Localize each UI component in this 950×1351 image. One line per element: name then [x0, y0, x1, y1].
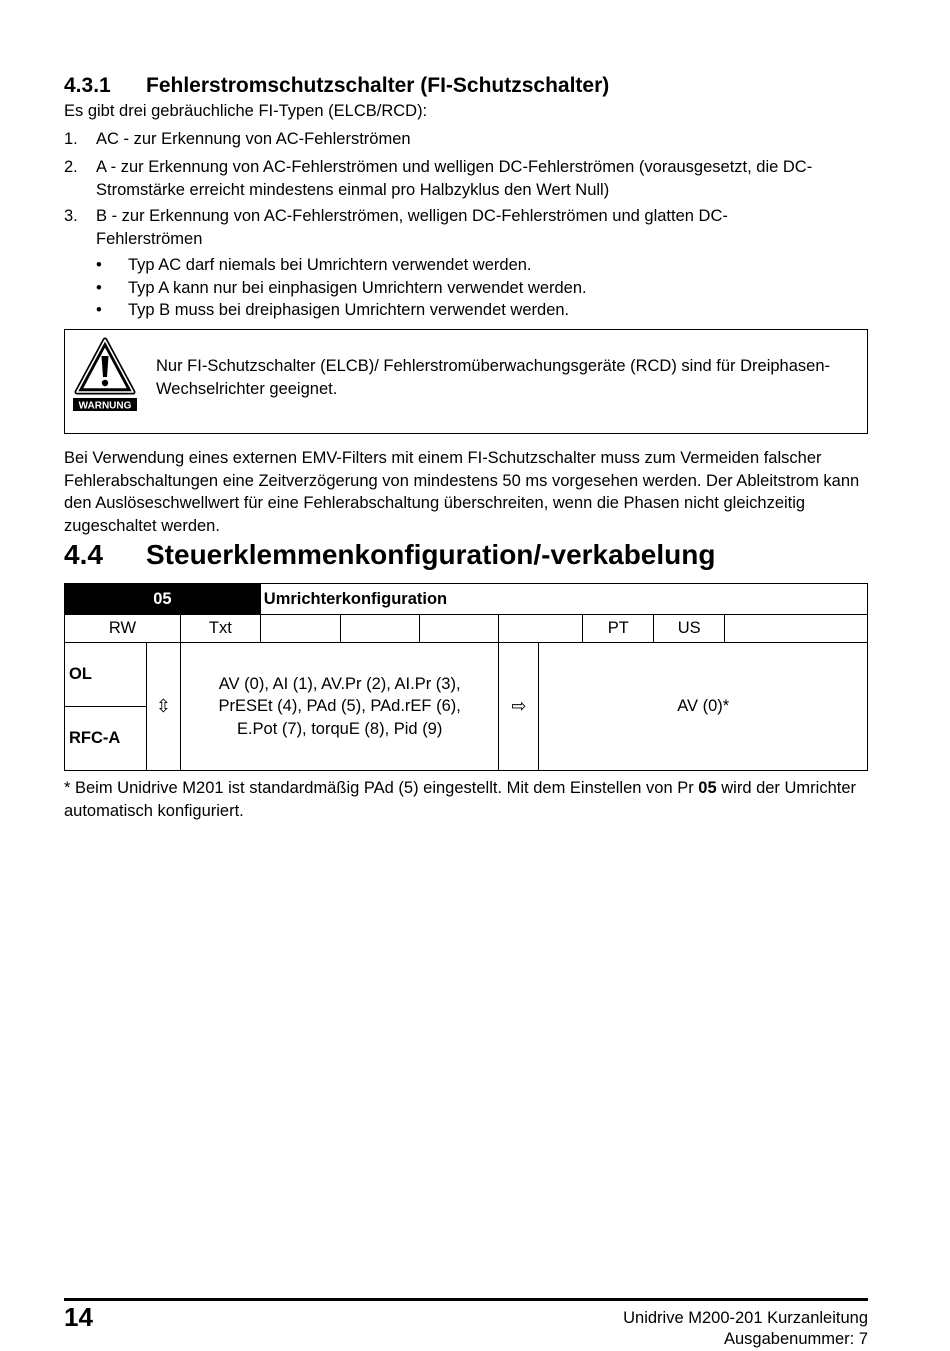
bullet-item: • Typ A kann nur bei einphasigen Umrichtern verwendet werden.: [96, 279, 587, 297]
intro-text: Es gibt drei gebräuchliche FI-Typen (ELCB/RCD):: [64, 102, 428, 120]
attribute-cell: [499, 615, 583, 643]
range-arrow-icon: ⇳: [146, 643, 180, 771]
mode-rfc-a: RFC-A: [65, 707, 147, 771]
page-number: 14: [64, 1302, 93, 1332]
parameter-number: 05: [65, 584, 261, 615]
parameter-table: [64, 583, 868, 771]
emv-filter-paragraph: Bei Verwendung eines externen EMV-Filters mit einem FI-Schutzschalter muss zum Vermeiden falscher Fehlerabschaltungen eine Zeitverzögerung von mindestens 50 ms vorgesehen werden. Der Ableitstrom kann den Auslöseschwellwert für eine Fehlerabschaltung überschreiten, wenn die Phasen nicht gleichzeitig zugeschaltet werden.: [64, 449, 860, 535]
parameter-ref: 05: [698, 779, 717, 797]
default-arrow-icon: ⇨: [499, 643, 539, 771]
issue-number: Ausgabenummer: 7: [724, 1330, 868, 1348]
warning-text: Nur FI-Schutzschalter (ELCB)/ Fehlerstromüberwachungsgeräte (RCD) sind für Dreiphasen-Wechselrichter geeignet.: [156, 357, 830, 398]
section-heading-4-3-1: [64, 74, 609, 98]
attribute-cell: PT: [583, 615, 654, 643]
section-number: 4.3.1: [64, 74, 111, 97]
attribute-cell: [725, 615, 868, 643]
attribute-cell: RW: [65, 615, 181, 643]
footer-rule: [64, 1298, 868, 1301]
attribute-cell: [260, 615, 340, 643]
bullet-item: • Typ AC darf niemals bei Umrichtern verwendet werden.: [96, 256, 532, 274]
bullet-item: • Typ B muss bei dreiphasigen Umrichtern verwendet werden.: [96, 301, 570, 319]
warning-box: [64, 329, 868, 434]
section-title: Fehlerstromschutzschalter (FI-Schutzschalter): [146, 74, 610, 97]
parameter-default: AV (0)*: [539, 643, 868, 771]
parameter-title: Umrichterkonfiguration: [260, 584, 867, 615]
list-item: 2. A - zur Erkennung von AC-Fehlerströmen und welligen DC-Fehlerströmen (vorausgesetzt, die DC-Stromstärke erreicht mindestens einmal pro Halbzyklus den Wert Null): [64, 158, 813, 199]
footer-info: [623, 1308, 868, 1350]
list-item: 1. AC - zur Erkennung von AC-Fehlerströmen: [64, 130, 411, 148]
attribute-cell: [340, 615, 419, 643]
section-number: 4.4: [64, 539, 103, 570]
warning-label: WARNUNG: [78, 400, 132, 412]
parameter-range: AV (0), AI (1), AV.Pr (2), AI.Pr (3), PrESEt (4), PAd (5), PAd.rEF (6), E.Pot (7), torquE (8), Pid (9): [180, 643, 499, 771]
list-item: 3. B - zur Erkennung von AC-Fehlerströmen, welligen DC-Fehlerströmen und glatten DC-Fehlerströmen: [64, 207, 728, 248]
mode-ol: OL: [65, 643, 147, 707]
footnote: * Beim Unidrive M201 ist standardmäßig PAd (5) eingestellt. Mit dem Einstellen von Pr 05 wird der Umrichter automatisch konfiguriert.: [64, 779, 857, 820]
section-heading-4-4: [64, 539, 715, 571]
section-title: Steuerklemmenkonfiguration/-verkabelung: [146, 539, 716, 570]
attribute-cell: [419, 615, 499, 643]
attribute-cell: US: [654, 615, 725, 643]
doc-title: Unidrive M200-201 Kurzanleitung: [623, 1309, 868, 1327]
attribute-cell: Txt: [180, 615, 260, 643]
warning-icon: [71, 336, 139, 412]
